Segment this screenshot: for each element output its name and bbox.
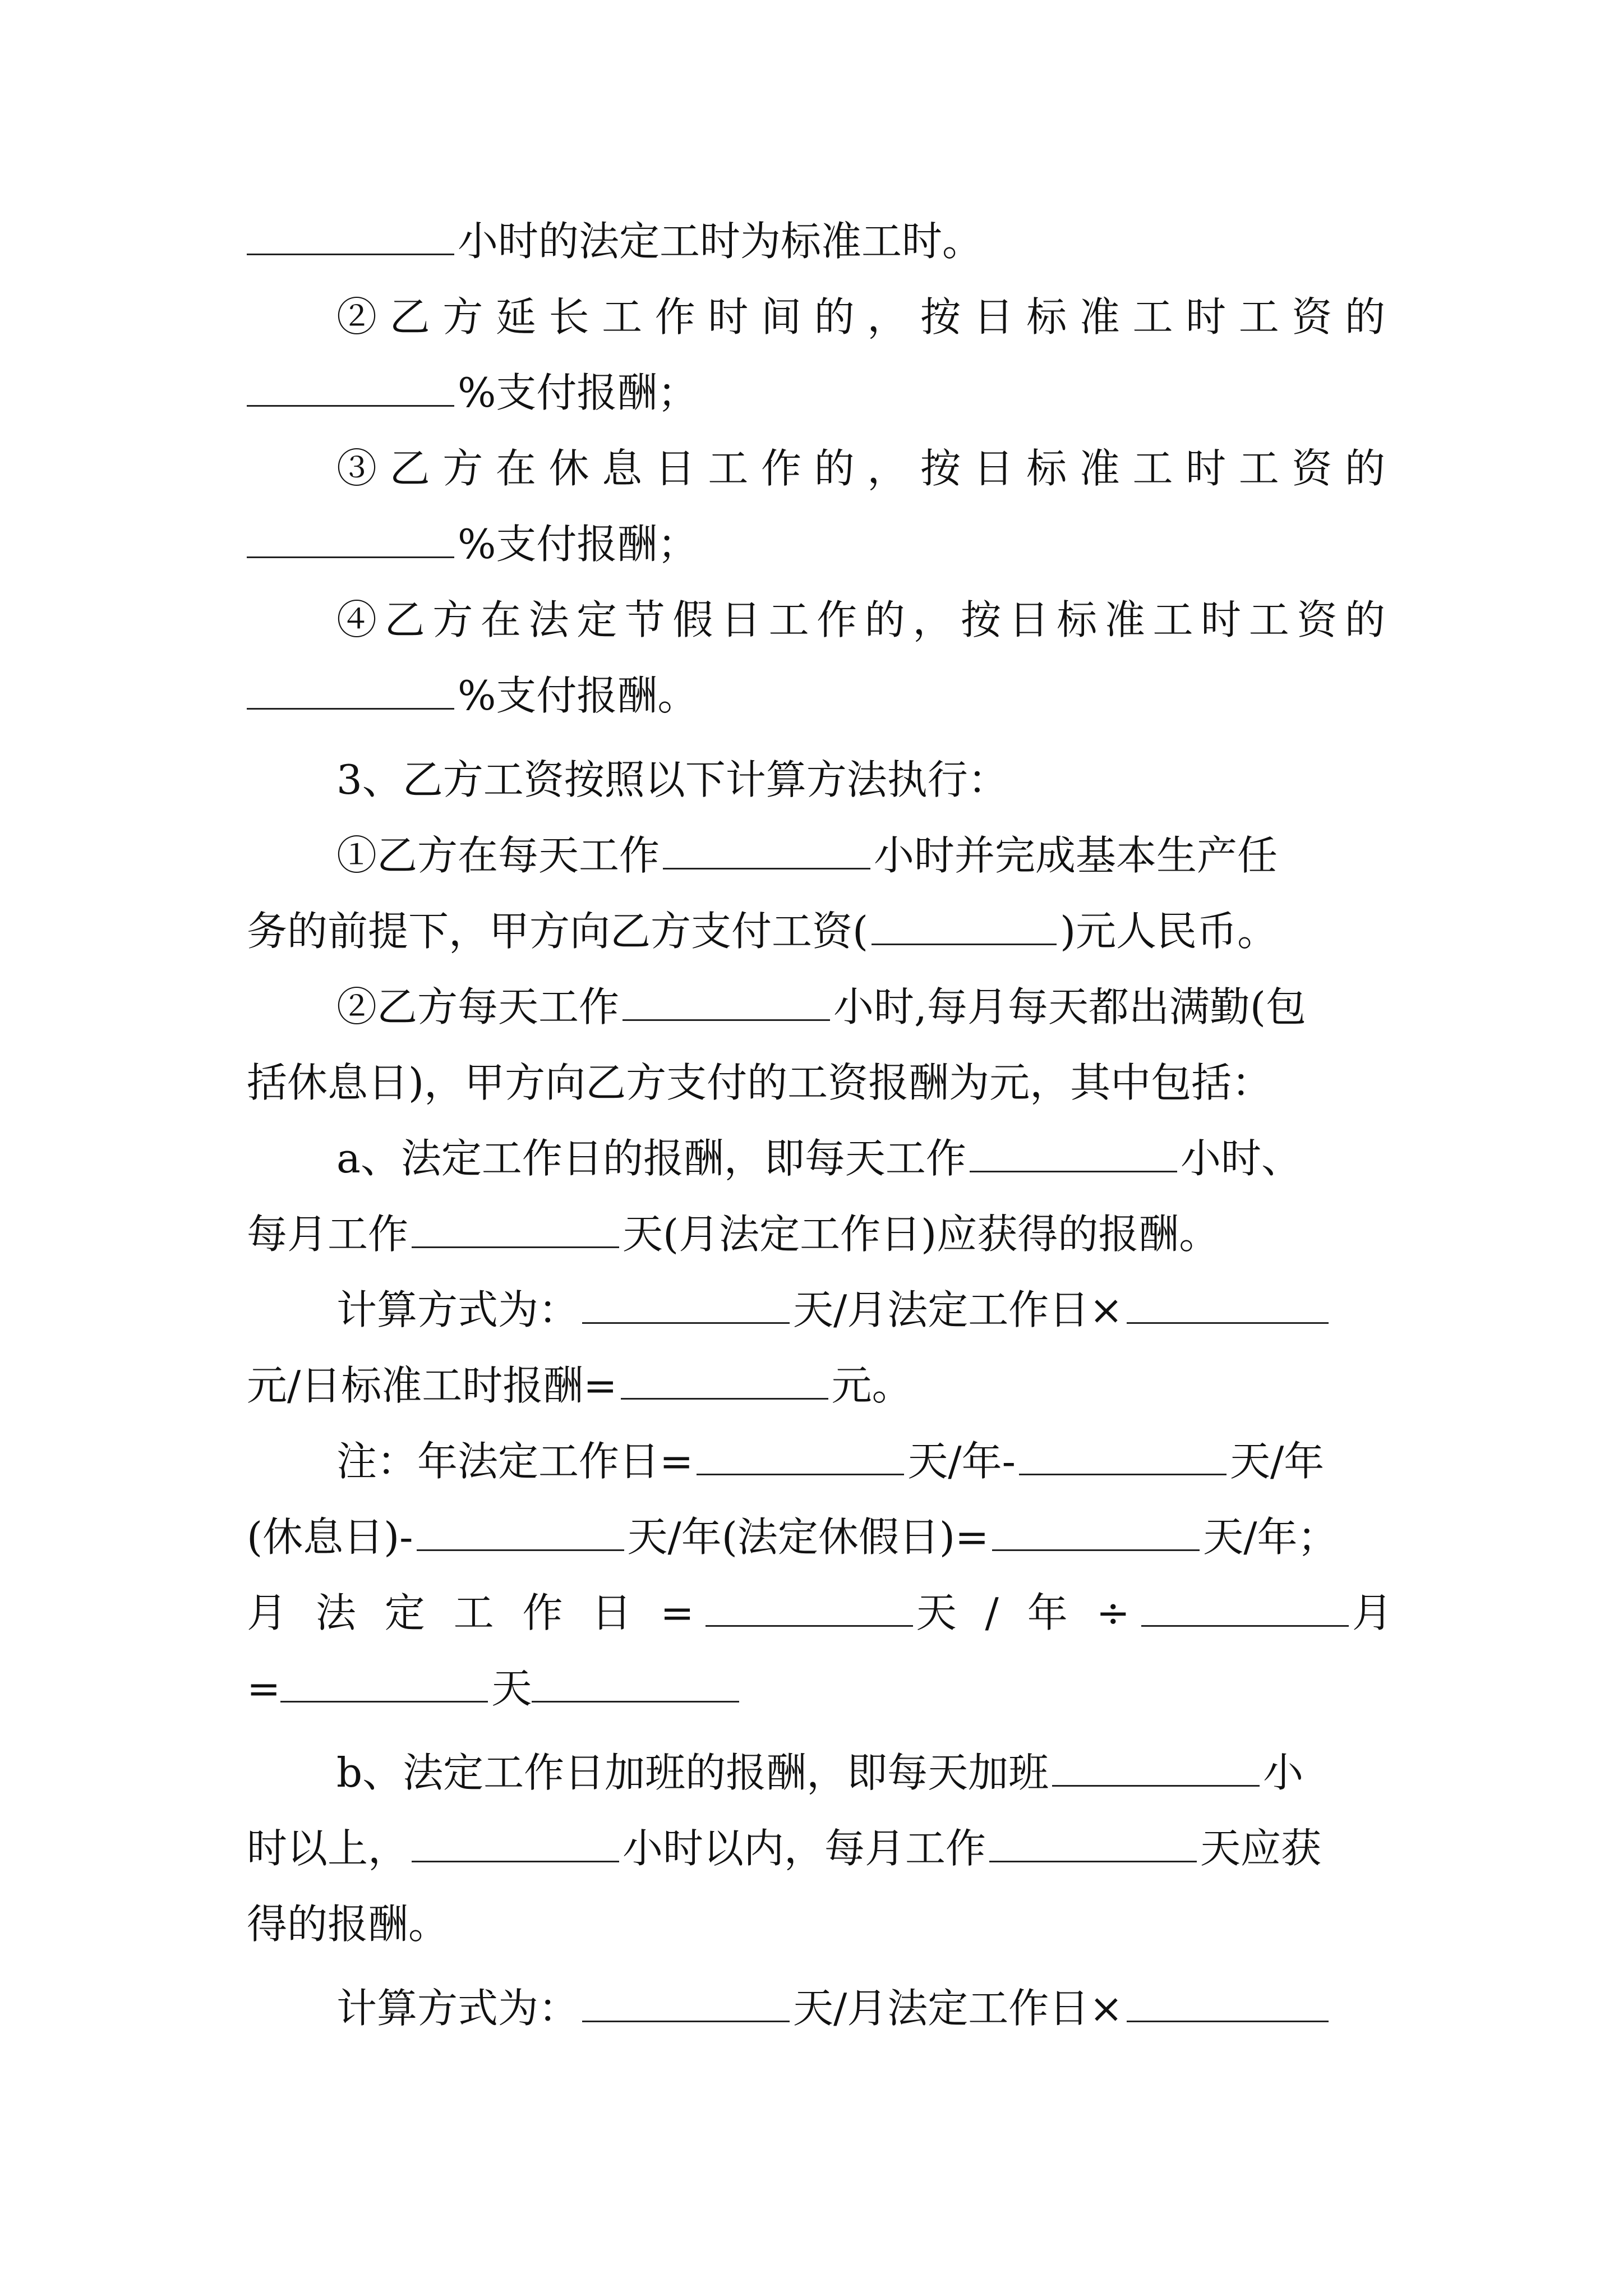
text-line: 得的报酬。 xyxy=(247,1901,449,1948)
text-line xyxy=(247,898,1385,965)
line-text: 天/年 xyxy=(1229,1438,1325,1485)
blank-field xyxy=(280,1664,488,1703)
text-line xyxy=(336,1276,1385,1343)
line-text: a、法定工作日的报酬，即每天工作 xyxy=(336,1135,966,1182)
line-text: 计算方式为： xyxy=(336,1985,579,2032)
line-text: 月 xyxy=(1352,1589,1393,1636)
line-text: 小 xyxy=(1263,1749,1304,1796)
blank-field xyxy=(582,1285,790,1324)
blank-field xyxy=(247,368,454,407)
line-text: 小时以内，每月工作 xyxy=(623,1825,986,1872)
line-text: 时以上， xyxy=(247,1825,409,1872)
line-text: 天 / 年 ÷ xyxy=(916,1589,1138,1636)
line-text: ②乙方每天工作 xyxy=(336,983,620,1030)
line-text: (休息日)- xyxy=(247,1513,413,1561)
line-text: 天/月法定工作日× xyxy=(793,1286,1123,1333)
line-text: 小时、 xyxy=(1180,1135,1302,1182)
line-text: 小时,每月每天都出满勤(包 xyxy=(833,983,1306,1030)
text-line xyxy=(247,1200,1385,1268)
line-text: )元人民币。 xyxy=(1060,908,1278,955)
blank-field xyxy=(247,519,454,558)
line-text: %支付报酬； xyxy=(458,521,698,568)
text-line xyxy=(247,510,1385,578)
line-text: = xyxy=(247,1665,281,1712)
line-text: 小时并完成基本生产任 xyxy=(874,832,1278,879)
text-line xyxy=(336,822,1385,889)
blank-field xyxy=(582,1984,790,2022)
blank-field xyxy=(872,907,1057,945)
line-text: 计算方式为： xyxy=(336,1286,579,1333)
text-line xyxy=(336,1428,1385,1495)
text-line xyxy=(247,662,1385,729)
line-text: b、法定工作日加班的报酬，即每天加班 xyxy=(336,1749,1049,1796)
text-line xyxy=(247,359,1385,426)
line-text: 月 法 定 工 作 日 = xyxy=(247,1589,702,1636)
line-text: 天(月法定工作日)应获得的报酬。 xyxy=(623,1211,1220,1258)
text-line xyxy=(336,1975,1385,2042)
blank-field xyxy=(697,1437,904,1475)
blank-field xyxy=(412,1824,619,1862)
blank-field xyxy=(1052,1748,1260,1787)
line-text: 元。 xyxy=(831,1362,912,1409)
blank-field xyxy=(970,1134,1177,1172)
line-text: 元/日标准工时报酬= xyxy=(247,1362,617,1409)
blank-field xyxy=(989,1824,1197,1862)
blank-field xyxy=(623,982,830,1021)
text-line xyxy=(247,1655,1385,1722)
line-text: 每月工作 xyxy=(247,1211,409,1258)
text-line xyxy=(336,1739,1385,1806)
text-line xyxy=(247,1815,1385,1882)
line-text: 天/年- xyxy=(907,1438,1016,1485)
text-line: ③乙方在休息日工作的，按日标准工时工资的 xyxy=(336,445,1385,492)
line-text: 天/年(法定休假日)= xyxy=(627,1513,989,1561)
text-line xyxy=(336,1125,1385,1192)
text-line: 括休息日)，甲方向乙方支付的工资报酬为元，其中包括： xyxy=(247,1059,1272,1106)
blank-field xyxy=(621,1361,828,1400)
blank-field xyxy=(663,831,870,869)
text-line xyxy=(336,973,1385,1041)
blank-field xyxy=(1127,1285,1329,1324)
line-text: 天 xyxy=(491,1665,532,1712)
line-text: 天应获 xyxy=(1200,1825,1322,1872)
line-text: 天/月法定工作日× xyxy=(793,1985,1123,2032)
text-line: ④乙方在法定节假日工作的，按日标准工时工资的 xyxy=(336,596,1385,643)
blank-field xyxy=(1019,1437,1227,1475)
line-text: %支付报酬。 xyxy=(458,672,698,719)
text-line: ②乙方延长工作时间的，按日标准工时工资的 xyxy=(336,293,1385,341)
text-line: 3、乙方工资按照以下计算方法执行： xyxy=(336,756,1008,803)
line-text: 天/年； xyxy=(1203,1513,1338,1561)
blank-field xyxy=(706,1588,913,1627)
blank-field xyxy=(247,671,454,710)
blank-field xyxy=(992,1512,1200,1551)
blank-field xyxy=(532,1664,739,1703)
text-line xyxy=(247,1503,1385,1571)
blank-field xyxy=(247,217,454,255)
blank-field xyxy=(1141,1588,1349,1627)
line-text: %支付报酬； xyxy=(458,369,698,416)
line-text: 注：年法定工作日= xyxy=(336,1438,694,1485)
text-line xyxy=(247,208,1385,275)
blank-field xyxy=(412,1209,619,1248)
blank-field xyxy=(1127,1984,1329,2022)
line-text: 小时的法定工时为标准工时。 xyxy=(458,218,983,265)
blank-field xyxy=(417,1512,624,1551)
line-text: ①乙方在每天工作 xyxy=(336,832,660,879)
text-line xyxy=(247,1579,1393,1646)
line-text: 务的前提下，甲方向乙方支付工资( xyxy=(247,908,869,955)
text-line xyxy=(247,1352,1385,1419)
